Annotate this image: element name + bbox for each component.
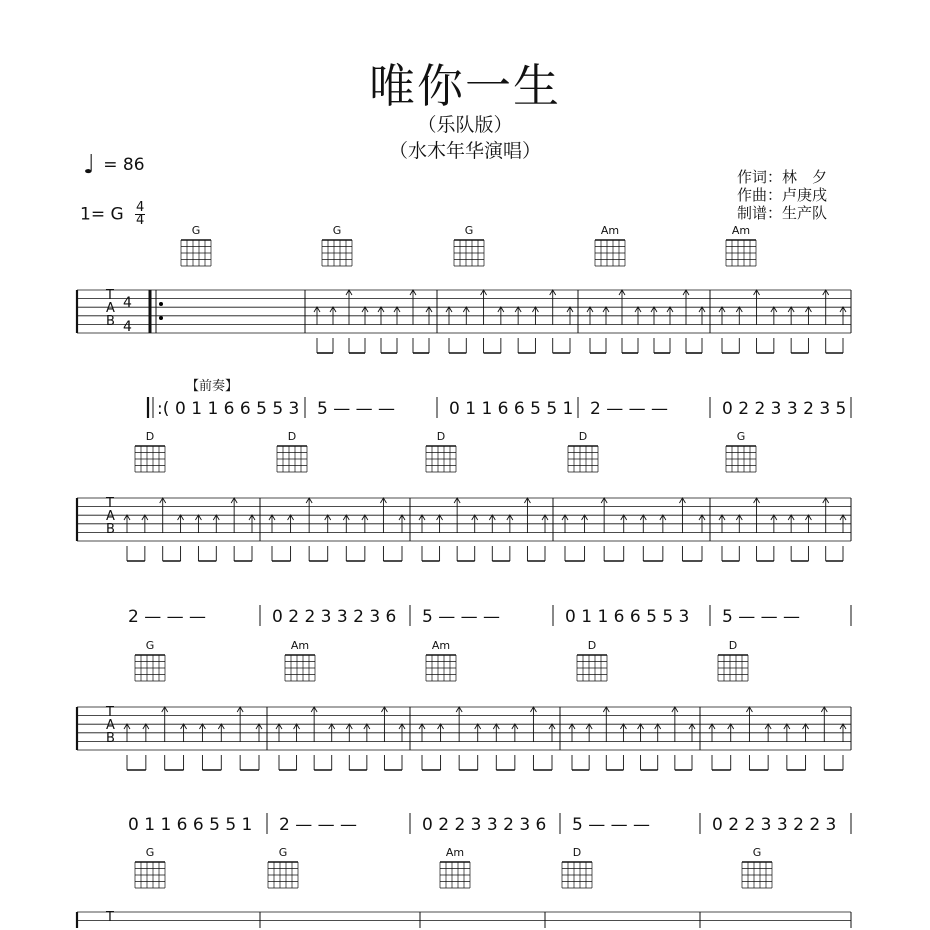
numbered-notation: 5 — — — — [317, 399, 396, 419]
singer-subtitle: （水木年华演唱） — [388, 140, 541, 162]
chord-diagram — [135, 639, 165, 681]
numbered-notation: 2 — — — — [128, 607, 207, 627]
tab-letter: B — [106, 314, 115, 329]
chord-name: Am — [731, 224, 751, 237]
chord-diagram — [454, 224, 484, 266]
chord-name: G — [278, 846, 288, 859]
chord-diagram — [562, 846, 592, 888]
composer-credit: 作曲：卢庚戌 — [737, 186, 828, 204]
repeat-colon: :( — [157, 399, 170, 419]
version-subtitle: （乐队版） — [417, 114, 513, 136]
chord-name: G — [191, 224, 201, 237]
chord-diagram — [595, 224, 625, 266]
numbered-notation: 5 — — — — [422, 607, 501, 627]
tab-system — [77, 910, 851, 928]
numbered-notation: 0 2 2 3 3 2 3 6 — [272, 607, 397, 627]
chord-name: G — [332, 224, 342, 237]
numbered-notation: 0 2 2 3 3 2 3 6 — [422, 815, 547, 835]
chord-diagram — [181, 224, 211, 266]
chord-diagram — [426, 430, 456, 472]
section-label: 【前奏】 — [186, 379, 239, 394]
numbered-notation: 5 — — — — [722, 607, 801, 627]
tab-system — [77, 288, 851, 419]
numbered-notation: 0 1 1 6 6 5 5 3 — [565, 607, 690, 627]
song-title: 唯你一生 — [369, 59, 561, 113]
tab-letter: T — [106, 288, 114, 303]
chord-name: D — [572, 846, 582, 859]
chord-diagram — [726, 224, 756, 266]
key-text: 1= G — [80, 204, 124, 225]
tab-time-sig: 4 — [123, 319, 132, 335]
chord-name: G — [752, 846, 762, 859]
quarter-note-icon: ♩ — [83, 150, 96, 180]
chord-name: Am — [290, 639, 310, 652]
chord-name: D — [587, 639, 597, 652]
tab-letter: T — [106, 705, 114, 720]
repeat-dot — [159, 302, 163, 306]
chord-diagram — [726, 430, 756, 472]
chord-name: G — [145, 639, 155, 652]
chord-name: D — [436, 430, 446, 443]
tab-letter: A — [106, 718, 115, 733]
time-signature-bottom: 4 — [136, 213, 145, 228]
tab-letter: T — [106, 496, 114, 511]
tab-system — [77, 705, 851, 835]
tab-letter: A — [106, 301, 115, 316]
tab-time-sig: 4 — [123, 295, 132, 311]
numbered-notation: 2 — — — — [279, 815, 358, 835]
chord-name: D — [578, 430, 588, 443]
chord-diagram — [426, 639, 456, 681]
tab-letter: A — [106, 509, 115, 524]
chord-name: G — [736, 430, 746, 443]
numbered-notation: 0 1 1 6 6 5 5 1 — [128, 815, 253, 835]
chord-diagram — [277, 430, 307, 472]
time-signature-top: 4 — [136, 200, 145, 215]
chord-diagram — [285, 639, 315, 681]
chord-diagram — [577, 639, 607, 681]
chord-diagram — [322, 224, 352, 266]
tab-system — [77, 496, 851, 627]
chord-diagram — [568, 430, 598, 472]
numbered-notation: 0 2 2 3 3 2 3 5 — [722, 399, 847, 419]
chord-name: Am — [600, 224, 620, 237]
chord-name: D — [287, 430, 297, 443]
tab-letter: T — [106, 910, 114, 925]
tab-letter: B — [106, 522, 115, 537]
lyricist-credit: 作词：林 夕 — [737, 168, 828, 186]
chord-name: Am — [445, 846, 465, 859]
chord-name: D — [728, 639, 738, 652]
chord-diagram — [135, 846, 165, 888]
chord-diagram — [440, 846, 470, 888]
numbered-notation: 0 2 2 3 3 2 2 3 — [712, 815, 837, 835]
chord-diagram — [135, 430, 165, 472]
chord-name: G — [145, 846, 155, 859]
chord-diagram — [718, 639, 748, 681]
chord-name: D — [145, 430, 155, 443]
tab-letter: B — [106, 731, 115, 746]
chord-diagram — [268, 846, 298, 888]
numbered-notation: 0 1 1 6 6 5 5 1 — [449, 399, 574, 419]
numbered-notation: 0 1 1 6 6 5 5 3 — [175, 399, 300, 419]
arranger-credit: 制谱：生产队 — [737, 204, 828, 222]
chord-name: Am — [431, 639, 451, 652]
chord-name: G — [464, 224, 474, 237]
repeat-dot — [159, 316, 163, 320]
chord-diagram — [742, 846, 772, 888]
tempo-value: = 86 — [103, 155, 145, 175]
numbered-notation: 2 — — — — [590, 399, 669, 419]
numbered-notation: 5 — — — — [572, 815, 651, 835]
